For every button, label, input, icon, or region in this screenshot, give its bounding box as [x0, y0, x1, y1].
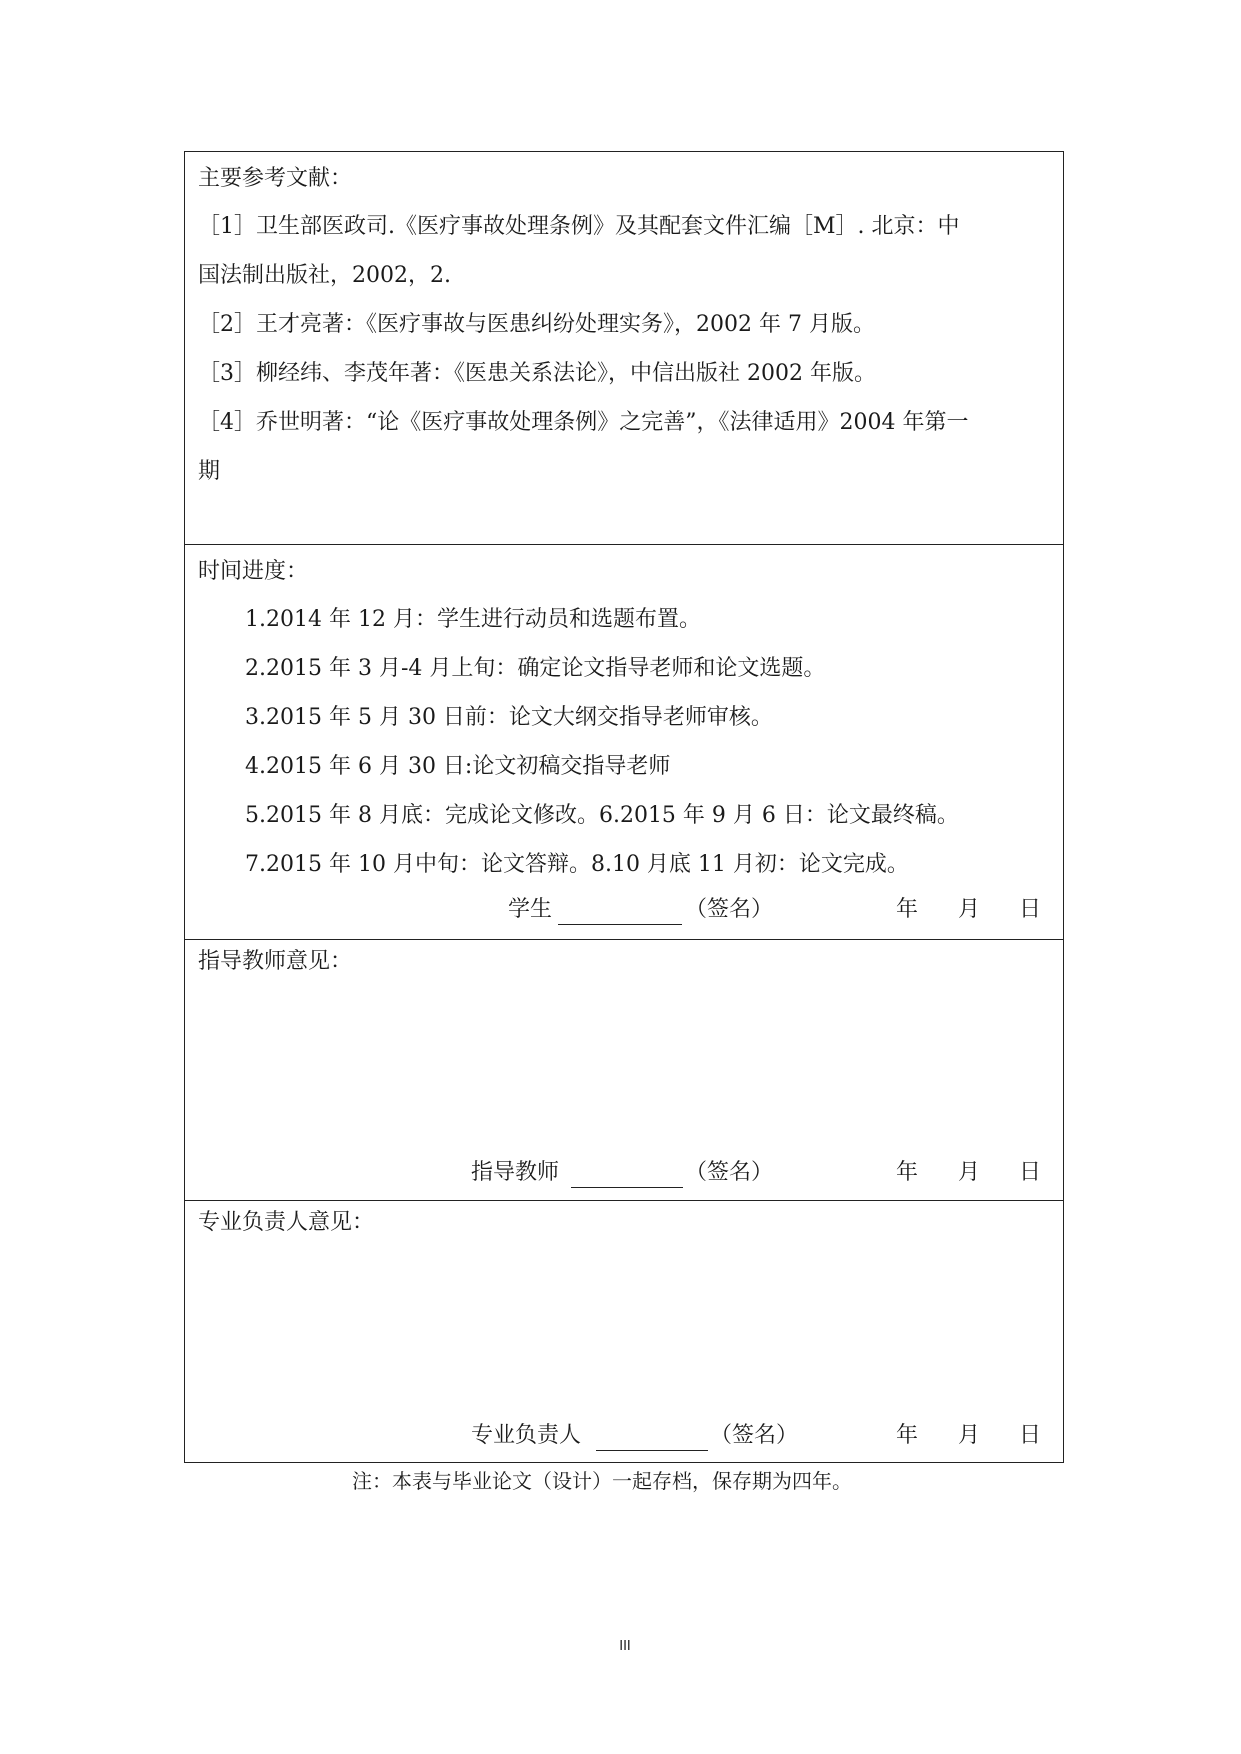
month-label: 月 — [958, 897, 981, 922]
reference-item: 期 — [198, 459, 221, 484]
signature-label: （签名） — [710, 1423, 799, 1448]
signature-blank[interactable] — [596, 1421, 708, 1451]
reference-item: ［4］乔世明著：“论《医疗事故处理条例》之完善”，《法律适用》2004 年第一 — [198, 410, 969, 435]
major-head-signature-row — [185, 1421, 1063, 1451]
signature-label: （签名） — [685, 897, 774, 922]
signature-label: （签名） — [685, 1160, 774, 1185]
thesis-task-form — [184, 151, 1064, 1463]
signature-role: 学生 — [508, 897, 553, 922]
schedule-item: 4.2015 年 6 月 30 日:论文初稿交指导老师 — [245, 754, 671, 779]
schedule-section — [185, 545, 1063, 940]
archive-note: 注：本表与毕业论文（设计）一起存档，保存期为四年。 — [352, 1469, 852, 1493]
major-head-opinion-section — [185, 1201, 1063, 1462]
year-label: 年 — [896, 1423, 919, 1448]
reference-item: ［3］柳经纬、李茂年著：《医患关系法论》，中信出版社 2002 年版。 — [198, 361, 876, 386]
month-label: 月 — [958, 1423, 981, 1448]
references-title: 主要参考文献： — [198, 166, 353, 191]
reference-item: 国法制出版社，2002，2. — [198, 263, 451, 288]
day-label: 日 — [1019, 897, 1042, 922]
reference-item: ［2］王才亮著：《医疗事故与医患纠纷处理实务》，2002 年 7 月版。 — [198, 312, 875, 337]
signature-blank[interactable] — [571, 1158, 683, 1188]
month-label: 月 — [958, 1160, 981, 1185]
references-section — [185, 152, 1063, 545]
schedule-item: 5.2015 年 8 月底：完成论文修改。6.2015 年 9 月 6 日：论文最终稿。 — [245, 803, 959, 828]
signature-role: 指导教师 — [471, 1160, 560, 1185]
major-head-opinion-title: 专业负责人意见： — [198, 1210, 375, 1235]
schedule-title: 时间进度： — [198, 559, 309, 584]
advisor-opinion-title: 指导教师意见： — [198, 949, 353, 974]
signature-blank[interactable] — [558, 895, 682, 925]
page-number: III — [619, 1639, 631, 1654]
signature-role: 专业负责人 — [471, 1423, 582, 1448]
schedule-item: 3.2015 年 5 月 30 日前：论文大纲交指导老师审核。 — [245, 705, 773, 730]
day-label: 日 — [1019, 1160, 1042, 1185]
schedule-item: 1.2014 年 12 月：学生进行动员和选题布置。 — [245, 607, 701, 632]
student-signature-row — [185, 895, 1063, 925]
schedule-item: 7.2015 年 10 月中旬：论文答辩。8.10 月底 11 月初：论文完成。 — [245, 852, 909, 877]
advisor-opinion-section — [185, 940, 1063, 1201]
year-label: 年 — [896, 897, 919, 922]
schedule-item: 2.2015 年 3 月-4 月上旬：确定论文指导老师和论文选题。 — [245, 656, 826, 681]
day-label: 日 — [1019, 1423, 1042, 1448]
year-label: 年 — [896, 1160, 919, 1185]
advisor-signature-row — [185, 1158, 1063, 1188]
reference-item: ［1］卫生部医政司.《医疗事故处理条例》及其配套文件汇编［M］. 北京：中 — [198, 214, 960, 239]
